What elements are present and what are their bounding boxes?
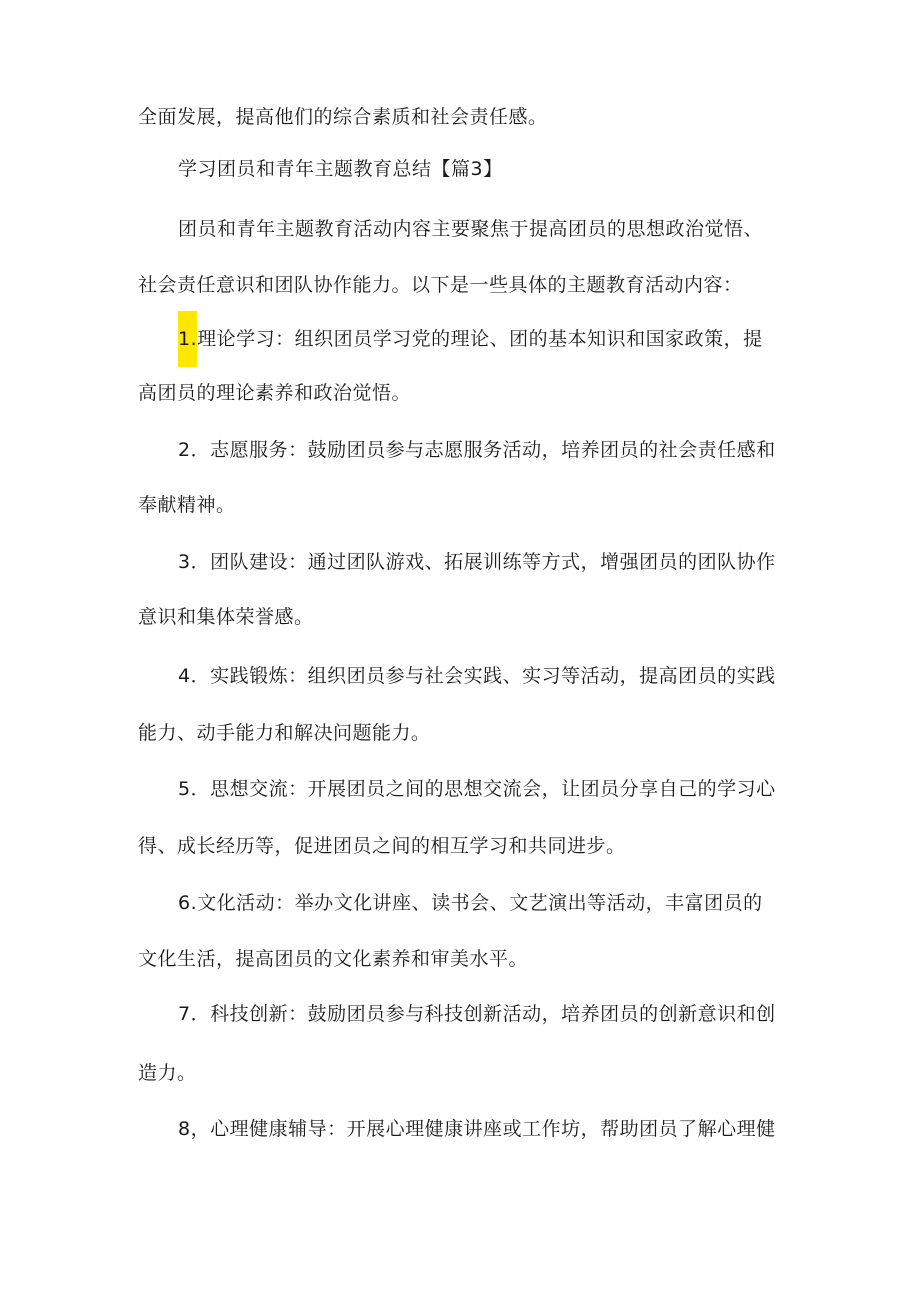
list-item bbox=[178, 325, 763, 353]
list-item: 8，心理健康辅导：开展心理健康讲座或工作坊，帮助团员了解心理健 bbox=[178, 1118, 776, 1140]
text-line: 造力。 bbox=[138, 1062, 197, 1084]
text-line: 全面发展，提高他们的综合素质和社会责任感。 bbox=[138, 106, 548, 128]
text-line: 高团员的理论素养和政治觉悟。 bbox=[138, 382, 412, 404]
text-line: 文化生活，提高团员的文化素养和审美水平。 bbox=[138, 948, 529, 970]
list-item-text: 理论学习：组织团员学习党的理论、团的基本知识和国家政策，提 bbox=[197, 328, 763, 350]
text-line: 社会责任意识和团队协作能力。以下是一些具体的主题教育活动内容： bbox=[138, 274, 743, 296]
list-item: 3．团队建设：通过团队游戏、拓展训练等方式，增强团员的团队协作 bbox=[178, 551, 776, 573]
list-item: 4．实践锻炼：组织团员参与社会实践、实习等活动，提高团员的实践 bbox=[178, 665, 776, 687]
list-item: 2．志愿服务：鼓励团员参与志愿服务活动，培养团员的社会责任感和 bbox=[178, 439, 776, 461]
text-line: 得、成长经历等，促进团员之间的相互学习和共同进步。 bbox=[138, 835, 626, 857]
text-line: 奉献精神。 bbox=[138, 494, 236, 516]
highlighted-number: 1. bbox=[178, 311, 197, 367]
text-line: 团员和青年主题教育活动内容主要聚焦于提高团员的思想政治觉悟、 bbox=[178, 218, 764, 240]
list-item: 5．思想交流：开展团员之间的思想交流会，让团员分享自己的学习心 bbox=[178, 778, 776, 800]
text-line: 能力、动手能力和解决问题能力。 bbox=[138, 722, 431, 744]
text-line: 意识和集体荣誉感。 bbox=[138, 606, 314, 628]
list-item: 7．科技创新：鼓励团员参与科技创新活动，培养团员的创新意识和创 bbox=[178, 1003, 776, 1025]
list-item: 6.文化活动：举办文化讲座、读书会、文艺演出等活动，丰富团员的 bbox=[178, 892, 763, 914]
section-heading: 学习团员和青年主题教育总结【篇3】 bbox=[178, 158, 503, 180]
